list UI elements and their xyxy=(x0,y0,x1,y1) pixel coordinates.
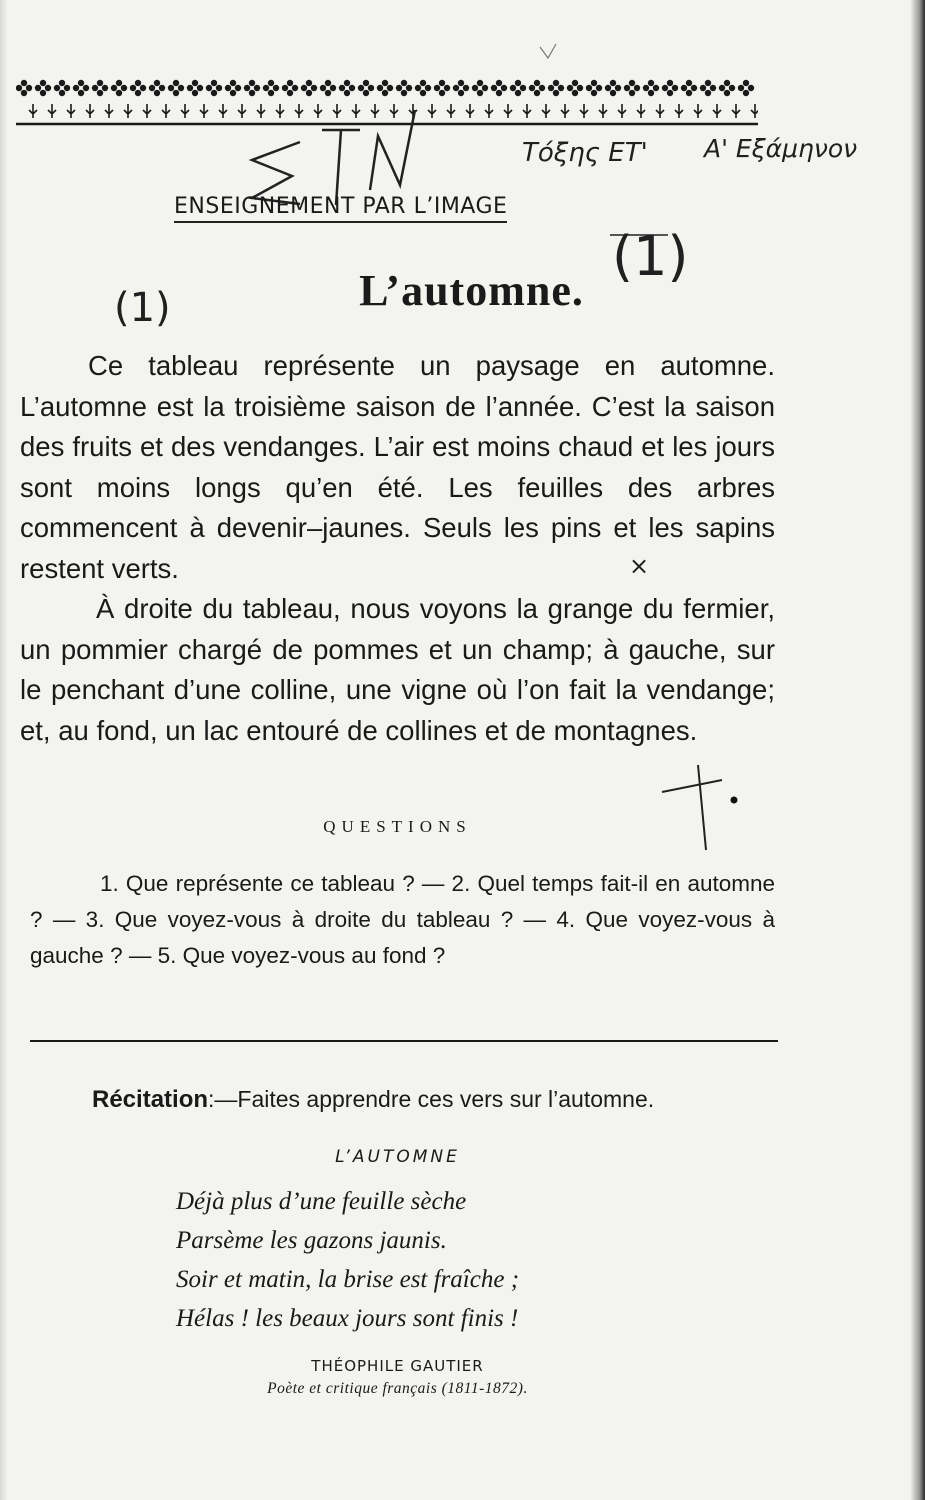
pen-stroke-cross xyxy=(662,765,722,850)
poem xyxy=(176,1182,519,1338)
pen-stroke-caret xyxy=(540,44,556,58)
section-title: ENSEIGNEMENT PAR L’IMAGE xyxy=(174,194,507,223)
section-divider xyxy=(30,1040,778,1042)
pen-dot xyxy=(731,797,738,804)
poem-line: Hélas ! les beaux jours sont finis ! xyxy=(176,1305,519,1332)
handwritten-number-left: (1) xyxy=(114,285,171,331)
poem-line: Déjà plus d’une feuille sèche xyxy=(176,1188,467,1215)
paragraph-details: À droite du tableau, nous voyons la grange du fermier, un pommier chargé de pommes et un champ; à gauche, sur le penchant d’une colline, une vigne où l’on fait la vendange; et, au fond, un lac entouré de collines et de montagnes. xyxy=(20,593,775,746)
lesson-title-row xyxy=(0,265,925,316)
pen-stroke-n xyxy=(370,110,415,190)
questions-text: 1. Que représente ce tableau ? — 2. Quel temps fait-il en automne ? — 3. Que voyez-vous à droite du tableau ? — 4. Que voyez-vous à gauche ? — 5. Que voyez-vous au fond ? xyxy=(30,871,775,968)
recitation-instruction: :—Faites apprendre ces vers sur l’automne. xyxy=(208,1086,655,1112)
handwritten-x-mark: × xyxy=(629,552,650,580)
poem-line: Parsème les gazons jaunis. xyxy=(176,1227,447,1254)
handwritten-number-right: (1) xyxy=(612,225,689,288)
recitation-line xyxy=(92,1086,792,1114)
handwritten-note-semester: Α' Εξάμηνον xyxy=(704,134,858,163)
paragraph-description: Ce tableau représente un paysage en automne. L’automne est la troisième saison de l’année. C’est la saison des fruits et des vendanges. L’air est moins chaud et les jours sont moins longs qu’en été. Les feuilles des arbres commencent à devenir–jaunes. Seuls les pins et les sapins restent verts. xyxy=(20,350,775,584)
poem-author-note: Poète et critique français (1811-1872). xyxy=(267,1380,528,1397)
recitation-label: Récitation xyxy=(92,1086,209,1113)
poem-title: L’AUTOMNE xyxy=(335,1147,460,1167)
lesson-title: L’automne. xyxy=(359,266,584,315)
poem-author: THÉOPHILE GAUTIER xyxy=(311,1357,484,1375)
questions-heading: QUESTIONS xyxy=(323,817,472,836)
handwritten-note-class: Τόξης ΕΤ' xyxy=(522,138,648,168)
poem-line: Soir et matin, la brise est fraîche ; xyxy=(176,1266,520,1293)
